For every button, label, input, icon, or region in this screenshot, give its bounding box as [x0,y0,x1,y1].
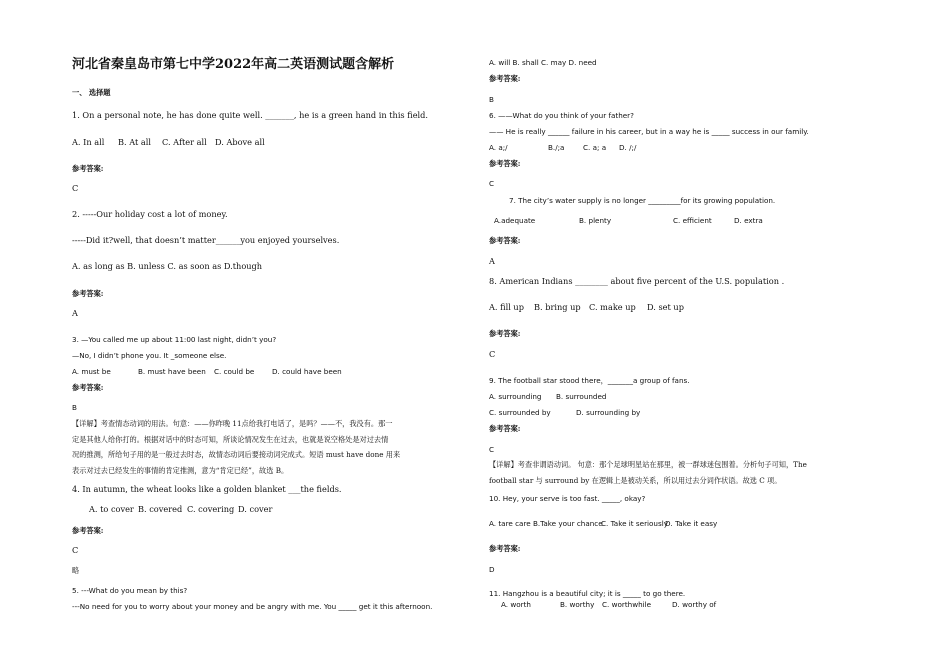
q3-explain-3: 况的推测，所给句子用的是一般过去时态，故情态动词后要接动词完成式。短语 must have done 用来 [72,450,401,459]
q3-answer: B [72,403,77,412]
q1-option-c: C. After all [162,137,207,147]
q9-option-d: D. surrounding by [576,408,641,417]
q11-stem: 11. Hangzhou is a beautiful city; it is _____ to go there. [489,589,686,598]
q7-option-a: A.adequate [494,216,536,225]
q7-options [489,217,889,226]
q4-option-a: A. to cover [89,504,134,514]
q6-answer-label: 参考答案: [489,159,521,168]
q8-option-b: B. bring up [534,302,581,312]
q10-stem: 10. Hey, your serve is too fast. _____, okay? [489,494,646,503]
q6-options [489,144,889,153]
q6-line1: 6. ——What do you think of your father? [489,111,634,120]
q8-answer: C [489,349,496,359]
q11-option-b: B. worthy [560,600,595,609]
q3-explain-4: 表示对过去已经发生的事情的肯定推测，意为“肯定已经”，故选 B。 [72,466,289,475]
q9-option-c: C. surrounded by [489,408,551,417]
q4-answer-label: 参考答案: [72,526,104,535]
q9-options-row2 [489,409,889,418]
q1-option-b: B. At all [118,137,152,147]
q8-options [489,303,889,313]
q3-explain-1: 【详解】考查情态动词的用法。句意：——你昨晚 11点给我打电话了，是吗？——不，我没有。那一 [72,419,393,428]
q4-stem: 4. In autumn, the wheat looks like a golden blanket ___the fields. [72,484,342,494]
q4-option-c: C. covering [187,504,235,514]
q3-line1: 3. —You called me up about 11:00 last night, didn’t you? [72,335,277,344]
q3-option-a: A. must be [72,367,111,376]
q8-option-a: A. fill up [489,302,524,312]
q4-answer: C [72,545,79,555]
q10-option-c: C. Take it seriously [601,519,668,528]
q5-answer-label: 参考答案: [489,74,521,83]
q6-option-d: D. /;/ [619,143,637,152]
q3-option-b: B. must have been [138,367,206,376]
q5-options: A. will B. shall C. may D. need [489,58,597,67]
q9-option-b: B. surrounded [556,392,607,401]
q4-options [72,505,472,515]
q2-line2: -----Did it?well, that doesn’t matter______you enjoyed yourselves. [72,235,340,245]
q5-line1: 5. ---What do you mean by this? [72,586,188,595]
q6-option-b: B./;a [548,143,565,152]
q3-explain-2: 定是其他人给你打的。根据对话中的时态可知，所谈论情况发生在过去，也就是说空格处是对过去情 [72,435,389,444]
page-title: 河北省秦皇岛市第七中学2022年高二英语测试题含解析 [72,57,395,72]
q2-options: A. as long as B. unless C. as soon as D.though [72,261,263,271]
q4-note: 略 [72,566,80,575]
q1-option-d: D. Above all [215,137,265,147]
q4-option-b: B. covered [138,504,183,514]
q7-answer: A [489,256,495,266]
q3-answer-label: 参考答案: [72,383,104,392]
q11-option-d: D. worthy of [672,600,717,609]
q6-option-c: C. a; a [583,143,607,152]
q1-options [72,138,472,148]
q10-answer: D [489,565,495,574]
q8-answer-label: 参考答案: [489,329,521,338]
q3-line2: —No, I didn’t phone you. It _someone else. [72,351,227,360]
q5-answer: B [489,95,494,104]
q6-answer: C [489,179,495,188]
q3-options [72,368,472,377]
q9-options-row1 [489,393,889,402]
q9-stem: 9. The football star stood there，_______a group of fans. [489,376,690,385]
q10-answer-label: 参考答案: [489,544,521,553]
q6-line2: —— He is really ______ failure in his career, but in a way he is _____ success in our family. [489,127,809,136]
q6-option-a: A. a;/ [489,143,508,152]
q11-option-a: A. worth [501,600,531,609]
q1-option-a: A. In all [72,137,105,147]
q2-line1: 2. -----Our holiday cost a lot of money. [72,209,228,219]
q7-option-b: B. plenty [579,216,612,225]
q8-option-d: D. set up [647,302,684,312]
q10-options [489,520,889,529]
q2-answer: A [72,308,78,318]
q9-answer-label: 参考答案: [489,424,521,433]
q1-answer-label: 参考答案: [72,164,104,173]
q10-option-ab: A. tare care B.Take your chance [489,519,603,528]
q7-stem: 7. The city’s water supply is no longer _________for its growing population. [509,196,776,205]
q7-option-c: C. efficient [673,216,712,225]
q11-options [489,601,889,610]
q8-stem: 8. American Indians ________ about five percent of the U.S. population . [489,276,785,286]
q9-answer: C [489,445,495,454]
q5-line2: ---No need for you to worry about your money and be angry with me. You _____ get it this afternoon. [72,602,433,611]
q3-option-d: D. could have been [272,367,342,376]
q9-explain-1: 【详解】考查非谓语动词。 句意：那个足球明星站在那里，被一群球迷包围着。分析句子可知，The [489,460,807,469]
q10-option-d: D. Take it easy [665,519,718,528]
q7-answer-label: 参考答案: [489,236,521,245]
q2-answer-label: 参考答案: [72,289,104,298]
q9-explain-2: football star 与 surround by 在逻辑上是被动关系，所以用过去分词作状语。故选 C 项。 [489,476,782,485]
q9-option-a: A. surrounding [489,392,542,401]
q7-option-d: D. extra [734,216,763,225]
q1-answer: C [72,183,79,193]
q11-option-c: C. worthwhile [602,600,652,609]
q1-stem: 1. On a personal note, he has done quite well. _______, he is a green hand in this field. [72,110,429,120]
q3-option-c: C. could be [214,367,255,376]
section-heading: 一、 选择题 [72,88,111,97]
q4-option-d: D. cover [238,504,273,514]
q8-option-c: C. make up [589,302,636,312]
